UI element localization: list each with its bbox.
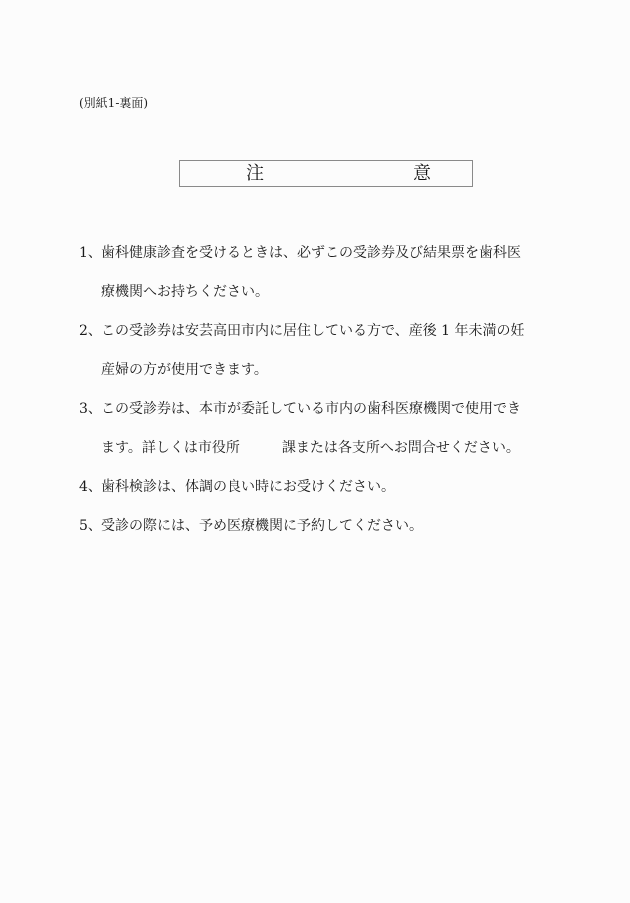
note-number: 5、 [79, 518, 102, 534]
note-number: 1、 [79, 245, 102, 261]
note-text-continued: 産婦の方が使用できます。 [101, 362, 268, 378]
note-text: この受診券は、本市が委託している市内の歯科医療機関で使用でき [101, 401, 521, 417]
notes-list [79, 244, 579, 535]
page-label: (別紙1-裏面) [79, 96, 149, 110]
title-char-right: 意 [413, 163, 431, 184]
note-item-2 [79, 322, 579, 379]
note-item-4 [79, 478, 579, 496]
note-text-continued: 療機関へお持ちください。 [101, 284, 269, 300]
note-number: 4、 [79, 479, 102, 495]
note-item-1 [79, 244, 579, 301]
note-text-continued: ます。詳しくは市役所 課または各支所へお問合せください。 [101, 440, 520, 456]
title-box [179, 160, 473, 187]
note-text: この受診券は安芸高田市内に居住している方で、産後 1 年未満の妊 [101, 323, 525, 339]
title-char-left: 注 [246, 163, 264, 184]
note-number: 3、 [79, 401, 102, 417]
note-item-5 [79, 517, 579, 535]
note-text: 受診の際には、予め医療機関に予約してください。 [101, 518, 423, 534]
note-item-3 [79, 400, 579, 457]
note-text: 歯科検診は、体調の良い時にお受けください。 [101, 479, 395, 495]
note-number: 2、 [79, 323, 102, 339]
note-text: 歯科健康診査を受けるときは、必ずこの受診券及び結果票を歯科医 [101, 245, 521, 261]
